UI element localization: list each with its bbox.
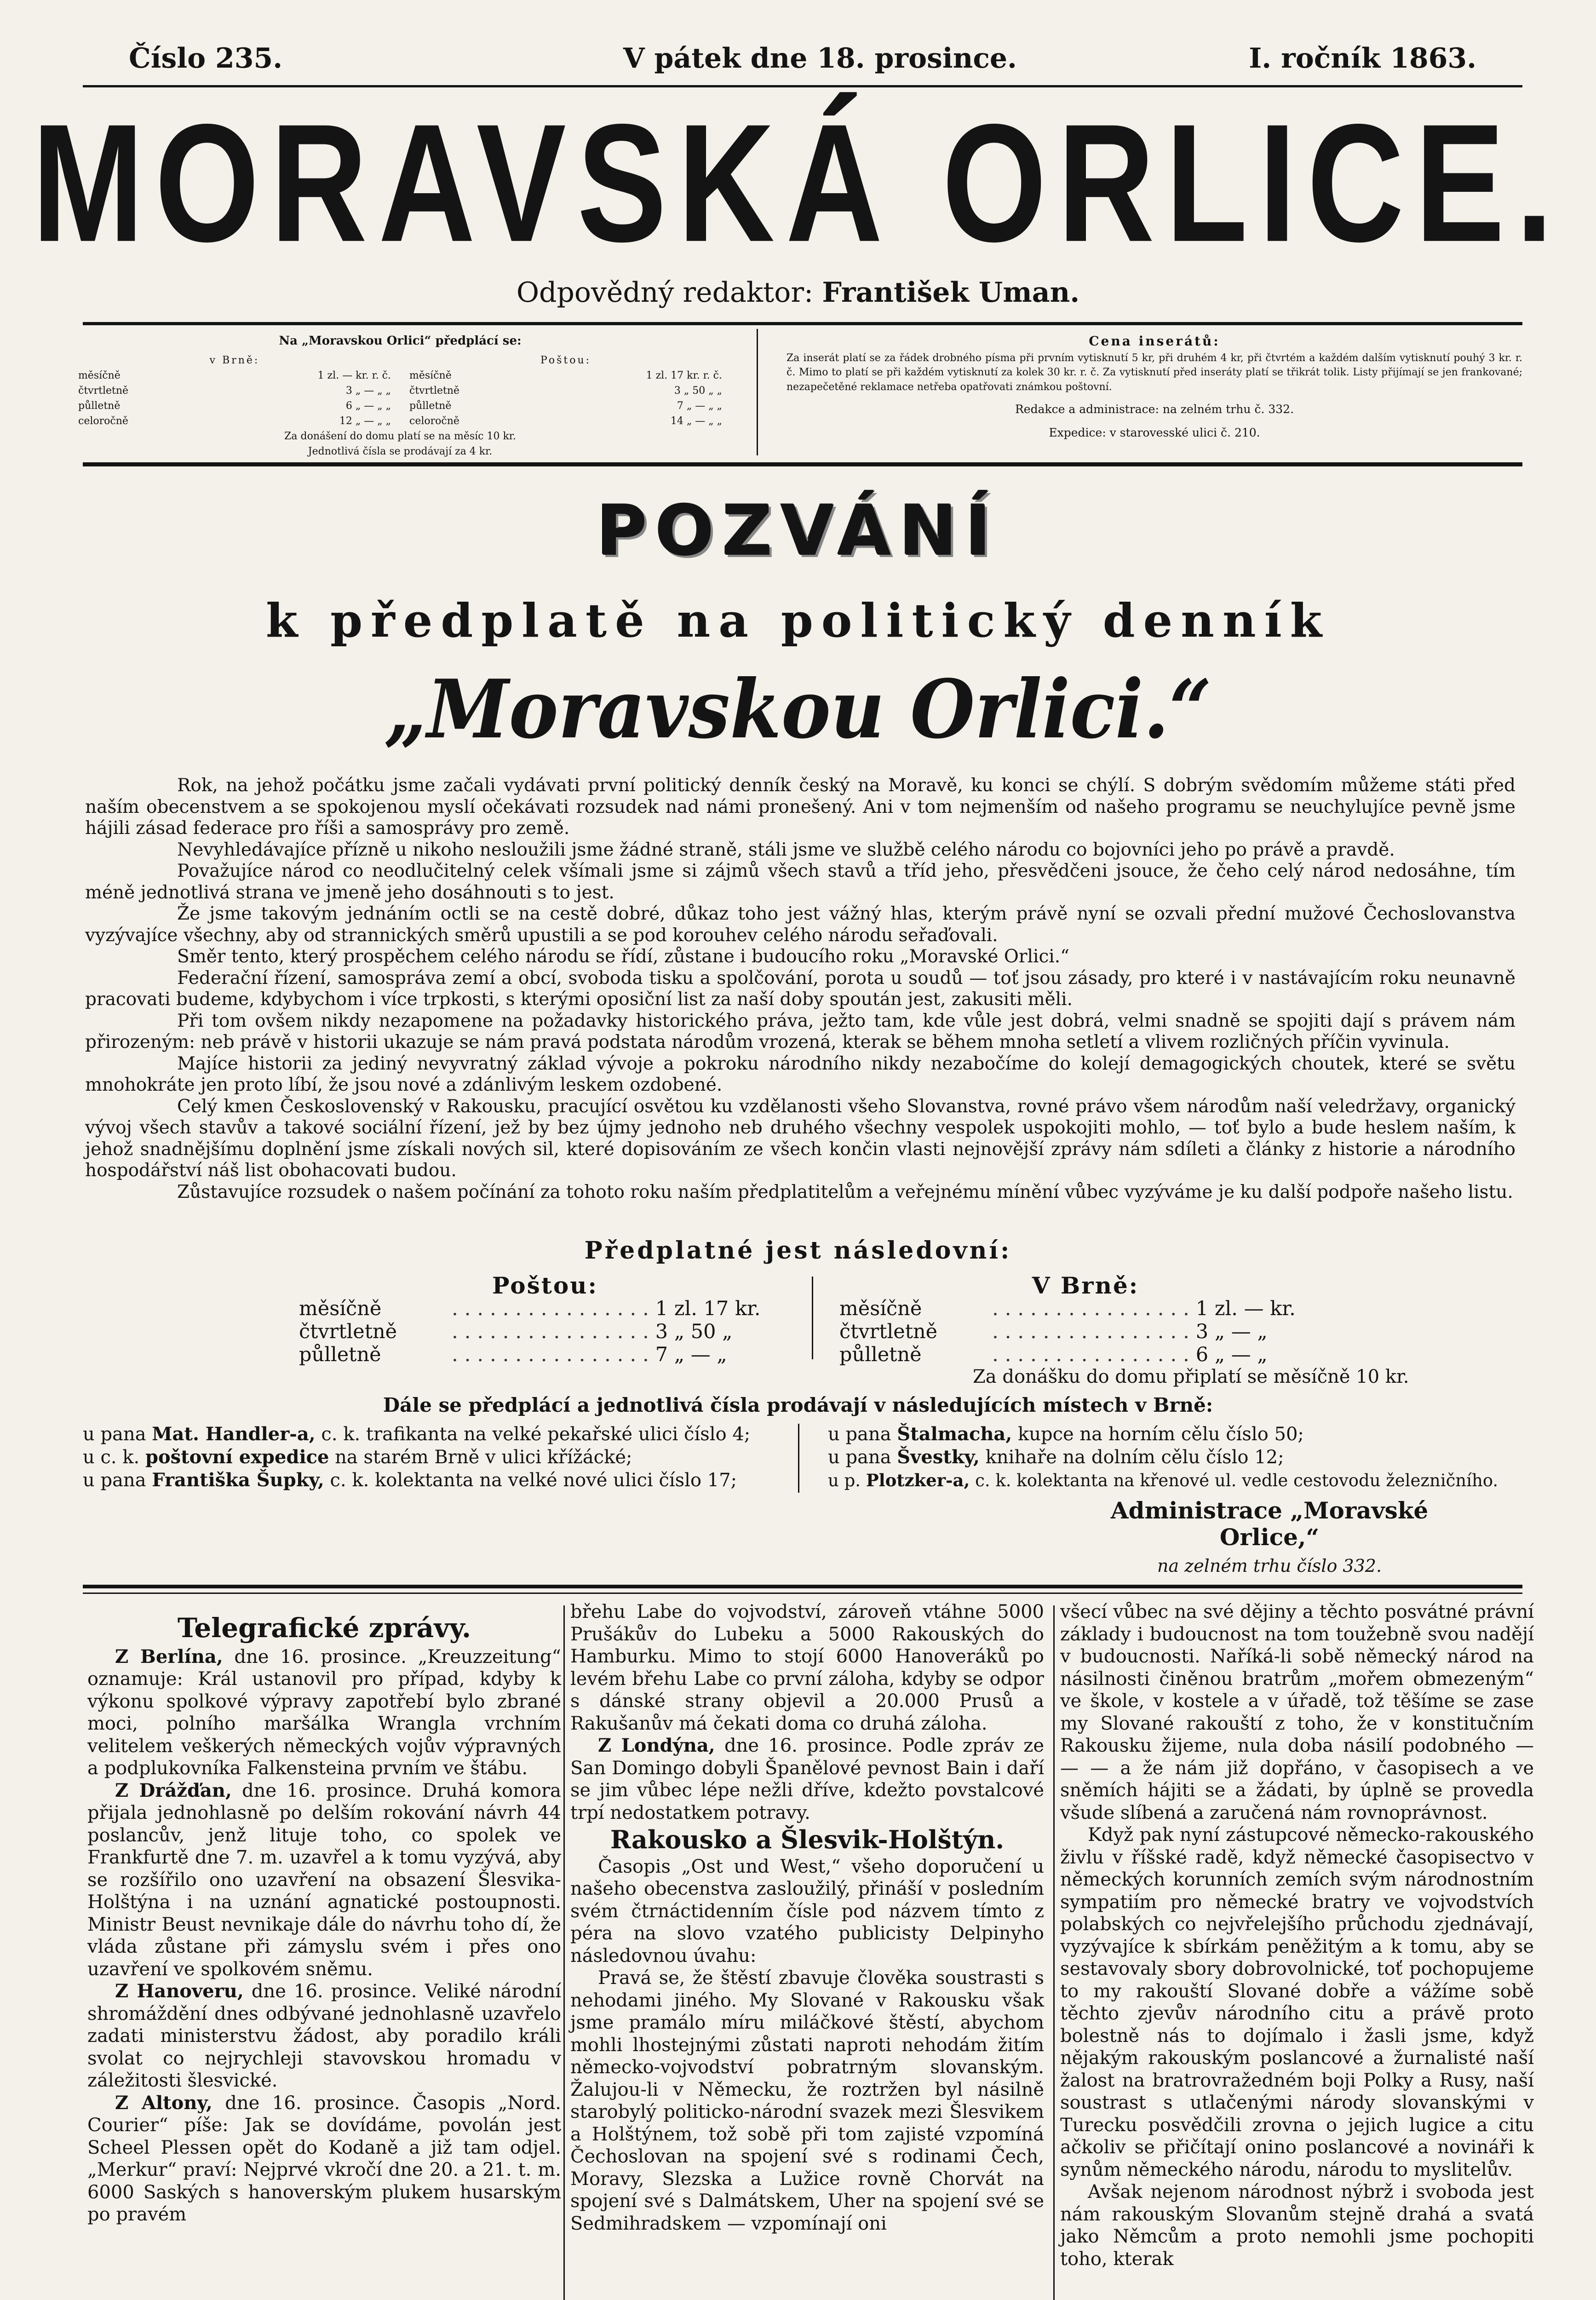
outlets-divider <box>798 1424 799 1493</box>
subscription-brno <box>78 353 391 429</box>
paragraph: Celý kmen Československý v Rakousku, pracující osvětou ku vzdělanosti všeho Slovanstva, rovné právo všem národům naší veledržavy, organický vývoj všech stavův a takové sociální řízení, jež by bez újmy jednoho neb druhého všechny vespolek uspokojiti mohlo, — toť bylo a bude heslem naším, k jehož snadnějšímu doplnění jsme získali nových sil, které dopisováním ze všech končin vlasti nejnovější zprávy nám sdíleti a články z historie a národního hospodářství náš list obohacovati budou. <box>85 1096 1516 1181</box>
admin-name: Administrace „Moravské Orlice,“ <box>1110 1497 1429 1551</box>
news-item: Z Drážďan, dne 16. prosince. Druhá komora přijala jednohlasně po delším rokování návrh 44 poslancův, jenž lituje toho, co spolek ve Frankfurtě dne 7. m. uzavřel a k tomu vyzývá, aby se rozšířilo ono uzavření na obsazení Šlesvika-Holštýna i na uznání agnatické postoupnosti. Ministr Beust nevnikaje dále do návrhu toho dí, že vláda zůstane při zámyslu svém i přes ono uzavření ve spolkovém sněmu. <box>87 1779 561 1980</box>
subscription-info <box>78 332 722 459</box>
article-paragraph: všecí vůbec na své dějiny a těchto posvátné právní základy i budoucnost na tom toužebně svou nadějí v budoucnosti. Naříká-li sobě německý národ na násilnosti činěnou bratrům „mořem obmezeným“ ve škole, v kostele a v úřadě, tož těšíme se zase my Slované rakouští z toho, že v konstitučním Rakousku žijeme, nula doba násilí podobného — — — a že nám již dopřáno, v časopisech a ve sněmích hájiti se a žádati, by úplně se provedla všude slíbená a zaručená nám rovnoprávnost. <box>1060 1601 1534 1823</box>
paragraph: Směr tento, který prospěchem celého národu se řídí, zůstane i budoucího roku „Moravské Orlici.“ <box>177 946 1070 967</box>
issue-number: Číslo 235. <box>129 42 283 75</box>
editor-line <box>0 276 1596 309</box>
news-column-3 <box>1060 1601 1534 2270</box>
top-rule <box>83 85 1522 87</box>
invitation-body <box>85 775 1516 1203</box>
news-item: břehu Labe do vojvodství, zároveň vtáhne 5000 Prušákův do Lubeku a 5000 Rakouských do Hamburku. Mimo to stojí 6000 Hanoveráků po levém břehu Labe co první záloha, kdyby se odpor s dánské strany objevil a 20.000 Prusů a Rakušanův má čekati doma co druhá záloha. <box>570 1601 1044 1734</box>
expedice-address: Expedice: v starovesské ulici č. 210. <box>1049 426 1260 439</box>
news-item: Z Altony, dne 16. prosince. Časopis „Nord. Courier“ píše: Jak se dovídáme, povolán jest Scheel Plessen opět do Kodaně a již tam odjel. „Merkur“ praví: Nejprvé vkročí dne 20. a 21. t. m. 6000 Saských s hanoverským plukem husarským po pravém <box>87 2092 562 2225</box>
prices-post: Poštou: měsíčně ................ 1 zl. 17 kr. čtvrtletně ................ 3 „ 50 „ půlletně ................ 7 „ — „ <box>299 1274 791 1366</box>
period-label: čtvrtletně <box>78 385 129 397</box>
subscription-title: Na „Moravskou Orlici“ předplácí se: <box>279 334 522 348</box>
prices-brno-title: V Brně: <box>1032 1272 1139 1299</box>
outlet-item: u pana Štalmacha, kupce na horním cělu číslo 50; <box>828 1423 1304 1445</box>
ads-title: Cena inserátů: <box>1089 334 1220 349</box>
prices-heading: Předplatné jest následovní: <box>584 1236 1012 1265</box>
period-label: měsíčně <box>78 370 121 381</box>
period-label: celoročně <box>78 415 128 427</box>
price-value: 1 zl. — kr. <box>1195 1297 1296 1320</box>
outlets-right <box>828 1423 1498 1492</box>
delivery-surcharge: Za donášku do domu připlatí se měsíčně 10 kr. <box>973 1366 1409 1387</box>
price-divider <box>812 1276 813 1359</box>
masthead-title: MORAVSKÁ ORLICE. <box>32 89 1564 277</box>
period-label: půlletně <box>78 400 121 412</box>
dateline <box>129 42 1476 84</box>
price-value: 1 zl. 17 kr. <box>655 1297 761 1320</box>
telegraph-heading: Telegrafické zprávy. <box>177 1612 471 1644</box>
issue-date: V pátek dne 18. prosince. <box>623 42 1017 75</box>
outlet-item: u pana Mat. Handler-a, c. k. trafikanta na velké pekařské ulici číslo 4; <box>83 1423 751 1445</box>
article-paragraph: Avšak nejenom národnost nýbrž i svoboda jest nám rakouským Slovanům stejně drahá a svatá jako Němcům a proto nemohli jsme pochopiti toho, kterak <box>1060 2181 1534 2270</box>
price-value: 1 zl. — kr. r. č. <box>317 370 391 381</box>
paragraph: Že jsme takovým jednáním octli se na cestě dobré, důkaz toho jest vážný hlas, kterým právě nyní se ozvali přední mužové Čechoslovanstva vyzývajíce všechny, aby od strannických směrů upustili a se pod korouhev celého národu seřaďovali. <box>85 903 1516 946</box>
price-label: čtvrtletně <box>299 1320 397 1343</box>
period-label: celoročně <box>409 415 459 427</box>
price-value: 3 „ 50 „ <box>655 1320 733 1343</box>
news-column-1 <box>87 1612 562 2226</box>
header-rule <box>83 322 1522 325</box>
administration-signature <box>1062 1497 1476 1579</box>
outlets-heading: Dále se předplácí a jednotlivá čísla prodávají v následujících místech v Brně: <box>383 1394 1213 1416</box>
price-label: měsíčně <box>839 1297 922 1320</box>
editor-label: Odpovědný redaktor: <box>516 276 814 309</box>
outlet-item: u pana Švestky, knihaře na dolním cělu číslo 12; <box>828 1446 1284 1468</box>
paragraph: Považujíce národ co neodlučitelný celek všímali jsme si zájmů všech stavů a tříd jeho, přesvědčeni jsouce, že čeho celý národ nedosáhne, tím méně jednotlivá strana ve jmeně jeho dosáhnouti s to jest. <box>85 861 1516 903</box>
period-label: půlletně <box>409 400 452 412</box>
outlet-item: u c. k. poštovní expedice na starém Brně v ulici křížácké; <box>83 1446 632 1468</box>
invitation-title: „Moravskou Orlici.“ <box>384 662 1212 757</box>
ads-info <box>787 332 1522 441</box>
ads-text: Za inserát platí se za řádek drobného písma při prvním vytisknutí 5 kr, při druhém 4 kr, při čtvrtém a každém dalším vytisknutí pouhý 3 kr. r. č. Mimo to platí se při každém vytisknutí za kolek 30 kr. r. č. Za vytisknutí před inseráty platí se třikrát tolik. Listy přijímají se jen frankované; nezapečetěné reklamace netřeba opatřovati známkou poštovní. <box>787 352 1522 393</box>
column-divider <box>1053 1605 1055 2300</box>
price-label: půlletně <box>839 1343 922 1366</box>
price-value: 3 „ — „ <box>1195 1320 1268 1343</box>
paragraph: Federační řízení, samospráva zemí a obcí, svoboda tisku a spolčování, porota u soudů — toť jsou zásady, pro které i v nastávajícím roku neunavně pracovati budeme, kdybychom i více trpkosti, s kterými oposiční list za naší doby spoután jest, zakusiti měli. <box>85 967 1516 1010</box>
price-value: 14 „ — „ „ <box>670 415 722 427</box>
outlet-item: u pana Františka Šupky, c. k. kolektanta na velké nové ulici číslo 17; <box>83 1469 737 1491</box>
period-label: čtvrtletně <box>409 385 460 397</box>
price-value: 3 „ — „ „ <box>345 385 391 397</box>
article-paragraph: Časopis „Ost und West,“ všeho doporučení u našeho obecenstva zasloužilý, přináší v posledním svém čtrnáctidenním čísle pod názvem tímto z péra na slovo vzatého publicisty Delpinyho následovnou úvahu: <box>570 1856 1044 1966</box>
price-value: 7 „ — „ <box>655 1343 727 1366</box>
paragraph: Při tom ovšem nikdy nezapomene na požadavky historického práva, ježto tam, kde vůle jest dobrá, velmi snadně se spojiti dají s právem nám přirozeným: neb právě v historii ukazuje se nám pravá podstata národům vrozená, kterak se během mnoha setletí a vlivem rozličných příčin vyvinula. <box>85 1010 1516 1052</box>
price-value: 3 „ 50 „ „ <box>674 385 722 397</box>
invitation-subtitle: k předplatě na politický denník <box>265 593 1330 648</box>
price-value: 6 „ — „ „ <box>345 400 391 412</box>
paragraph: Majíce historii za jediný nevyvratný základ vývoje a pokroku národního nikdy nezabočíme do kolejí demagogických choutek, které se světu mnohokráte jen proto líbí, že jsou nové a zdánlivým leskem ozdobené. <box>85 1053 1516 1095</box>
column-divider <box>563 1605 565 2300</box>
section-rule <box>83 1585 1522 1588</box>
paragraph: Zůstavujíce rozsudek o našem počínání za tohoto roku naším předplatitelům a veřejnému mínění vůbec vyzýváme je ku další podpoře našeho listu. <box>177 1181 1513 1202</box>
prices-brno: V Brně: měsíčně ................ 1 zl. — kr. čtvrtletně ................ 3 „ — „ půlletně ................ 6 „ — „ <box>839 1274 1332 1366</box>
box-divider <box>757 329 758 455</box>
brno-label: v Brně: <box>209 355 260 366</box>
post-label: Poštou: <box>540 355 591 366</box>
news-item: Z Hanoveru, dne 16. prosince. Veliké národní shromáždění dnes odbývané jednohlasně uzavřelo zadati ministerstvu žádost, aby poradilo králi svolat co nejrychleji stavovskou hromadu v záležitosti šlesvické. <box>87 1980 561 2091</box>
single-copy-note: Jednotlivá čísla se prodávají za 4 kr. <box>308 446 493 457</box>
price-value: 6 „ — „ <box>1195 1343 1268 1366</box>
admin-address: na zelném trhu číslo 332. <box>1157 1556 1382 1576</box>
article-paragraph: Když pak nyní zástupcové německo-rakouského živlu v říšské radě, když německé časopisectvo v německých korunních zemích svým národnostním sympatiím pro německé bratry ve vojvodstvích polabských co nejvřelejšího průchodu zjednávají, vyzývajíce k sbírkám peněžitým a k tomu, aby se sestavovaly sbory dobrovolnické, toť pochopujeme to my rakouští Slované dobře a vážíme sobě těchto zjevův národního citu a právě proto bolestně nás to dojímalo i žasli jsme, když nějakým rakouským poslancové a žurnalisté naší žalost na bratrovražedném boji Polky a Rusy, naší soustrast s utlačenými národy slovanskými v Turecku posvědčili zrovna o jejich lugice a citu ačkoliv se přičítají onino poslancové a novináři k synům německého národu, národu to myslitelův. <box>1060 1824 1534 2180</box>
price-label: měsíčně <box>299 1297 382 1320</box>
section-rule-thin <box>83 1593 1522 1594</box>
news-item: Z Londýna, dne 16. prosince. Podle zpráv ze San Domingo dobyli Španělové pevnost Bain i daří se jim vůbec lépe nežli dříve, kdežto povstalcové trpí nedostatkem potravy. <box>570 1735 1045 1823</box>
box-rule <box>83 462 1522 466</box>
price-label: půlletně <box>299 1343 381 1366</box>
paragraph: Nevyhledávajíce přízně u nikoho nesloužili jsme žádné straně, stáli jsme ve službě celého národu co bojovníci jeho po právě a pravdě. <box>177 839 1395 860</box>
invitation-heading: POZVÁNÍ <box>597 491 999 571</box>
delivery-note: Za donášení do domu platí se na měsíc 10 kr. <box>284 431 516 442</box>
editor-name: František Uman. <box>822 276 1080 309</box>
price-value: 1 zl. 17 kr. r. č. <box>646 370 722 381</box>
volume-year: I. ročník 1863. <box>1249 42 1476 75</box>
paragraph: Rok, na jehož počátku jsme začali vydávati první politický denník český na Moravě, ku konci se chýlí. S dobrým svědomím můžeme státi před naším obecenstvem a se spokojenou myslí očekávati rozsudek nad námi pronešený. Ani v tom nejmenším od našeho programu se neuchylujíce pevně jsme hájili zásad federace pro říši a samosprávy pro země. <box>85 775 1516 839</box>
period-label: měsíčně <box>409 370 452 381</box>
outlet-item: u p. Plotzker-a, c. k. kolektanta na křenové ul. vedle cestovodu železničního. <box>828 1470 1498 1490</box>
price-label: čtvrtletně <box>839 1320 938 1343</box>
redakce-address: Redakce a administrace: na zelném trhu č. 332. <box>1015 402 1294 416</box>
subscription-post <box>409 353 722 429</box>
news-item: Z Berlína, dne 16. prosince. „Kreuzzeitung“ oznamuje: Král ustanovil pro případ, kdyby k výkonu spolkové výpravy zapotřebí bylo zbrané moci, polního maršálka Wrangla vrchním velitelem veškerých německých vojův výpravných a podplukovníka Falkensteina prvním ve štábu. <box>87 1645 561 1779</box>
article-paragraph: Pravá se, že štěstí zbavuje člověka soustrasti s nehodami jiného. My Slované v Rakousku však jsme pramálo míru miláčkové štěstí, abychom mohli lhostejnými zůstati naproti nehodám žitím německo-vojvodství pobratrným slovanským. Žalujou-li v Německu, že roztržen byl násilně starobylý politicko-národní svazek mezi Šlesvikem a Holštýnem, tož sobě při tom zajisté vzpomíná Čechoslovan na spojení své s rodinami Čech, Moravy, Slezska a Lužice rovně Chorvát na spojení své s Dalmátskem, Uher na spojení své se Sedmihradskem — vzpomínají oni <box>570 1967 1044 2234</box>
news-column-2 <box>570 1601 1044 2235</box>
austria-heading: Rakousko a Šlesvik-Holštýn. <box>610 1825 1005 1854</box>
price-value: 7 „ — „ „ <box>677 400 722 412</box>
price-value: 12 „ — „ „ <box>339 415 391 427</box>
outlets-left <box>83 1423 750 1492</box>
prices-post-title: Poštou: <box>492 1272 598 1299</box>
